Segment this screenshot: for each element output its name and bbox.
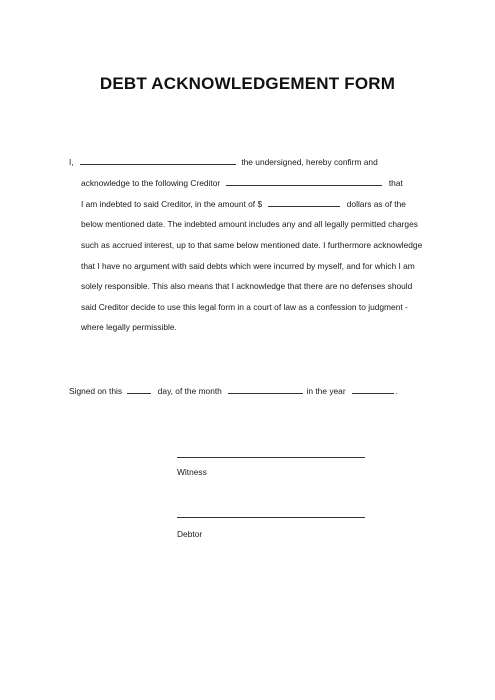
signed-prefix: Signed on this bbox=[69, 386, 123, 396]
signed-year-label: in the year bbox=[306, 386, 346, 396]
paragraph-line-5: such as accrued interest, up to that same below mentioned date. I furthermore acknowledge bbox=[81, 240, 423, 250]
paragraph-line-3 bbox=[81, 198, 406, 210]
line-3-suffix: dollars as of the bbox=[346, 199, 406, 209]
day-field[interactable] bbox=[127, 385, 151, 394]
line-2-suffix: that bbox=[388, 178, 403, 188]
signed-date-line bbox=[69, 385, 397, 397]
document-title: DEBT ACKNOWLEDGEMENT FORM bbox=[99, 74, 396, 93]
paragraph-line-4: below mentioned date. The indebted amount includes any and all legally permitted charges bbox=[81, 219, 418, 229]
paragraph-line-6: that I have no argument with said debts which were incurred by myself, and for which I am bbox=[81, 261, 415, 271]
creditor-name-field[interactable] bbox=[226, 177, 382, 186]
line-3-text: I am indebted to said Creditor, in the amount of $ bbox=[81, 199, 263, 209]
name-prefix: I, bbox=[69, 157, 74, 167]
line-1-text: the undersigned, hereby confirm and bbox=[241, 157, 378, 167]
paragraph-line-2 bbox=[81, 177, 403, 189]
debtor-label: Debtor bbox=[177, 529, 203, 539]
paragraph-line-1 bbox=[69, 156, 378, 168]
debtor-signature-line[interactable] bbox=[177, 517, 365, 518]
witness-label: Witness bbox=[177, 467, 207, 477]
debtor-name-field[interactable] bbox=[80, 156, 236, 165]
paragraph-line-9: where legally permissible. bbox=[81, 322, 177, 332]
paragraph-line-8: said Creditor decide to use this legal form in a court of law as a confession to judgment - bbox=[81, 302, 408, 312]
amount-field[interactable] bbox=[268, 198, 340, 207]
month-field[interactable] bbox=[228, 385, 303, 394]
line-2-text: acknowledge to the following Creditor bbox=[81, 178, 221, 188]
witness-signature-line[interactable] bbox=[177, 457, 365, 458]
year-field[interactable] bbox=[352, 385, 394, 394]
paragraph-line-7: solely responsible. This also means that I acknowledge that there are no defenses should bbox=[81, 281, 413, 291]
signed-period: . bbox=[394, 386, 398, 396]
signed-month-label: day, of the month bbox=[157, 386, 222, 396]
